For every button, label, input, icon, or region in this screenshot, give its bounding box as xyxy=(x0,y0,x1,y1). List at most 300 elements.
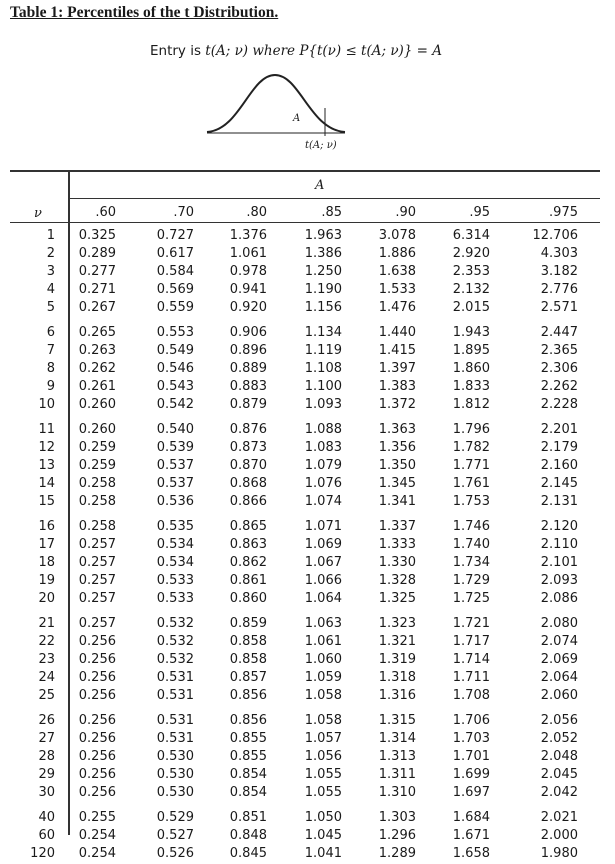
table-cell: 0.530 xyxy=(156,785,194,801)
table-row xyxy=(0,361,600,379)
table-cell: 1.440 xyxy=(378,325,416,340)
table-cell: 1.190 xyxy=(304,282,342,298)
table-row xyxy=(0,591,600,609)
table-cell: 0.539 xyxy=(156,440,194,456)
table-cell: 0.533 xyxy=(156,573,194,589)
table-row xyxy=(0,282,600,300)
row-nu: 27 xyxy=(38,731,55,747)
table-cell: 12.706 xyxy=(532,228,578,243)
table-cell: 0.261 xyxy=(78,379,116,395)
table-cell: 1.886 xyxy=(378,246,416,262)
table-cell: 0.941 xyxy=(229,282,267,298)
table-cell: 1.725 xyxy=(452,591,490,607)
table-cell: 1.063 xyxy=(304,616,342,631)
table-cell: 0.256 xyxy=(78,670,116,686)
table-row xyxy=(0,616,600,634)
table-cell: 1.415 xyxy=(378,343,416,359)
table-cell: 0.257 xyxy=(78,537,116,553)
table-cell: 1.066 xyxy=(304,573,342,589)
table-row xyxy=(0,670,600,688)
table-cell: 1.350 xyxy=(378,458,416,474)
table-cell: 1.782 xyxy=(452,440,490,456)
table-cell: 0.534 xyxy=(156,555,194,571)
table-cell: 2.131 xyxy=(540,494,578,510)
table-cell: 0.532 xyxy=(156,652,194,668)
table-cell: 2.042 xyxy=(540,785,578,801)
table-cell: 0.542 xyxy=(156,397,194,413)
table-cell: 0.531 xyxy=(156,713,194,728)
table-cell: 0.262 xyxy=(78,361,116,377)
table-cell: 1.376 xyxy=(229,228,267,243)
table-cell: 1.697 xyxy=(452,785,490,801)
table-cell: 0.265 xyxy=(78,325,116,340)
table-cell: 1.064 xyxy=(304,591,342,607)
table-cell: 0.865 xyxy=(229,519,267,534)
table-cell: 0.277 xyxy=(78,264,116,280)
table-cell: 0.256 xyxy=(78,634,116,650)
table-cell: 0.866 xyxy=(229,494,267,510)
row-nu: 16 xyxy=(38,519,55,534)
row-nu: 9 xyxy=(46,379,55,395)
density-curve xyxy=(207,75,345,132)
table-cell: 0.859 xyxy=(229,616,267,631)
table-cell: 1.289 xyxy=(378,846,416,862)
table-cell: 0.883 xyxy=(229,379,267,395)
table-cell: 0.289 xyxy=(78,246,116,262)
table-cell: 1.156 xyxy=(304,300,342,316)
table-cell: 0.529 xyxy=(156,810,194,825)
table-cell: 1.100 xyxy=(304,379,342,395)
table-cell: 0.553 xyxy=(156,325,194,340)
table-cell: 0.530 xyxy=(156,749,194,765)
table-cell: 1.055 xyxy=(304,767,342,783)
table-cell: 2.920 xyxy=(452,246,490,262)
a-header: A xyxy=(315,178,325,193)
row-nu: 4 xyxy=(46,282,55,298)
table-cell: 1.356 xyxy=(378,440,416,456)
table-cell: 2.228 xyxy=(540,397,578,413)
table-cell: 0.534 xyxy=(156,537,194,553)
column-header-rule xyxy=(10,222,600,223)
table-cell: 0.860 xyxy=(229,591,267,607)
table-cell: 1.684 xyxy=(452,810,490,825)
table-cell: 1.315 xyxy=(378,713,416,728)
table-cell: 1.812 xyxy=(452,397,490,413)
table-row xyxy=(0,713,600,731)
table-cell: 1.311 xyxy=(378,767,416,783)
table-cell: 1.397 xyxy=(378,361,416,377)
table-cell: 1.746 xyxy=(452,519,490,534)
table-cell: 3.078 xyxy=(378,228,416,243)
table-cell: 0.271 xyxy=(78,282,116,298)
table-cell: 2.080 xyxy=(540,616,578,631)
table-cell: 0.256 xyxy=(78,713,116,728)
table-cell: 0.851 xyxy=(229,810,267,825)
table-row xyxy=(0,325,600,343)
table-cell: 0.858 xyxy=(229,634,267,650)
table-cell: 1.658 xyxy=(452,846,490,862)
table-row xyxy=(0,494,600,512)
row-nu: 5 xyxy=(46,300,55,316)
table-cell: 1.318 xyxy=(378,670,416,686)
table-cell: 0.889 xyxy=(229,361,267,377)
table-cell: 1.314 xyxy=(378,731,416,747)
table-cell: 1.061 xyxy=(229,246,267,262)
table-cell: 1.119 xyxy=(304,343,342,359)
row-nu: 8 xyxy=(46,361,55,377)
table-cell: 2.132 xyxy=(452,282,490,298)
table-cell: 1.093 xyxy=(304,397,342,413)
table-row xyxy=(0,300,600,318)
table-title: Table 1: Percentiles of the t Distribution. xyxy=(10,4,279,21)
table-cell: 1.061 xyxy=(304,634,342,650)
row-nu: 26 xyxy=(38,713,55,728)
table-cell: 0.258 xyxy=(78,519,116,534)
column-header: .90 xyxy=(395,205,416,220)
table-cell: 0.873 xyxy=(229,440,267,456)
table-cell: 2.101 xyxy=(540,555,578,571)
row-nu: 13 xyxy=(38,458,55,474)
table-cell: 1.860 xyxy=(452,361,490,377)
table-cell: 4.303 xyxy=(540,246,578,262)
entry-prefix: Entry is xyxy=(150,43,206,59)
table-cell: 0.255 xyxy=(78,810,116,825)
table-cell: 2.060 xyxy=(540,688,578,704)
table-row xyxy=(0,228,600,246)
table-cell: 0.256 xyxy=(78,731,116,747)
table-cell: 1.250 xyxy=(304,264,342,280)
table-cell: 2.056 xyxy=(540,713,578,728)
table-cell: 1.708 xyxy=(452,688,490,704)
table-cell: 1.363 xyxy=(378,422,416,437)
row-nu: 23 xyxy=(38,652,55,668)
table-cell: 1.319 xyxy=(378,652,416,668)
table-cell: 1.057 xyxy=(304,731,342,747)
table-cell: 2.021 xyxy=(540,810,578,825)
table-cell: 1.313 xyxy=(378,749,416,765)
table-cell: 2.306 xyxy=(540,361,578,377)
row-nu: 10 xyxy=(38,397,55,413)
column-header: .85 xyxy=(321,205,342,220)
table-cell: 1.041 xyxy=(304,846,342,862)
table-cell: 2.179 xyxy=(540,440,578,456)
column-header: .80 xyxy=(246,205,267,220)
table-cell: 0.896 xyxy=(229,343,267,359)
table-cell: 1.701 xyxy=(452,749,490,765)
table-cell: 0.920 xyxy=(229,300,267,316)
table-cell: 0.537 xyxy=(156,476,194,492)
table-cell: 0.540 xyxy=(156,422,194,437)
table-row xyxy=(0,343,600,361)
table-cell: 0.532 xyxy=(156,634,194,650)
table-cell: 0.267 xyxy=(78,300,116,316)
table-cell: 0.258 xyxy=(78,476,116,492)
table-cell: 0.617 xyxy=(156,246,194,262)
table-cell: 0.526 xyxy=(156,846,194,862)
table-cell: 2.160 xyxy=(540,458,578,474)
table-row xyxy=(0,767,600,785)
column-header: .60 xyxy=(95,205,116,220)
table-cell: 0.254 xyxy=(78,846,116,862)
table-cell: 0.845 xyxy=(229,846,267,862)
table-cell: 2.048 xyxy=(540,749,578,765)
table-row xyxy=(0,652,600,670)
curve-area-label: A xyxy=(293,113,301,124)
table-cell: 1.943 xyxy=(452,325,490,340)
table-cell: 0.536 xyxy=(156,494,194,510)
table-cell: 0.876 xyxy=(229,422,267,437)
table-cell: 0.254 xyxy=(78,828,116,844)
table-cell: 0.584 xyxy=(156,264,194,280)
curve-axis-label: t(A; ν) xyxy=(305,140,337,151)
row-nu: 25 xyxy=(38,688,55,704)
table-cell: 1.717 xyxy=(452,634,490,650)
table-cell: 1.045 xyxy=(304,828,342,844)
table-cell: 0.879 xyxy=(229,397,267,413)
table-cell: 1.325 xyxy=(378,591,416,607)
table-cell: 0.256 xyxy=(78,785,116,801)
table-row xyxy=(0,397,600,415)
table-cell: 2.365 xyxy=(540,343,578,359)
table-cell: 1.761 xyxy=(452,476,490,492)
table-cell: 1.833 xyxy=(452,379,490,395)
table-cell: 1.671 xyxy=(452,828,490,844)
table-cell: 1.071 xyxy=(304,519,342,534)
table-row xyxy=(0,731,600,749)
table-cell: 2.447 xyxy=(540,325,578,340)
table-cell: 1.056 xyxy=(304,749,342,765)
row-nu: 1 xyxy=(46,228,55,243)
table-cell: 0.531 xyxy=(156,670,194,686)
row-nu: 7 xyxy=(46,343,55,359)
table-row xyxy=(0,246,600,264)
table-cell: 1.088 xyxy=(304,422,342,437)
table-cell: 2.262 xyxy=(540,379,578,395)
table-row xyxy=(0,379,600,397)
table-row xyxy=(0,810,600,828)
table-cell: 0.546 xyxy=(156,361,194,377)
table-cell: 2.064 xyxy=(540,670,578,686)
row-nu: 6 xyxy=(46,325,55,340)
table-cell: 1.083 xyxy=(304,440,342,456)
table-cell: 2.052 xyxy=(540,731,578,747)
table-cell: 1.372 xyxy=(378,397,416,413)
table-cell: 0.559 xyxy=(156,300,194,316)
table-row xyxy=(0,688,600,706)
table-cell: 1.476 xyxy=(378,300,416,316)
table-cell: 1.895 xyxy=(452,343,490,359)
table-row xyxy=(0,476,600,494)
table-cell: 1.771 xyxy=(452,458,490,474)
table-cell: 0.263 xyxy=(78,343,116,359)
nu-header: ν xyxy=(34,206,42,221)
table-cell: 1.753 xyxy=(452,494,490,510)
table-cell: 0.530 xyxy=(156,767,194,783)
table-cell: 1.058 xyxy=(304,688,342,704)
table-cell: 1.734 xyxy=(452,555,490,571)
table-cell: 0.854 xyxy=(229,767,267,783)
table-cell: 1.740 xyxy=(452,537,490,553)
row-nu: 120 xyxy=(30,846,55,862)
table-cell: 1.316 xyxy=(378,688,416,704)
table-cell: 1.050 xyxy=(304,810,342,825)
table-cell: 1.706 xyxy=(452,713,490,728)
table-row xyxy=(0,422,600,440)
table-cell: 0.856 xyxy=(229,688,267,704)
table-cell: 0.543 xyxy=(156,379,194,395)
row-nu: 21 xyxy=(38,616,55,631)
table-cell: 6.314 xyxy=(452,228,490,243)
table-cell: 1.963 xyxy=(304,228,342,243)
table-cell: 2.069 xyxy=(540,652,578,668)
table-row xyxy=(0,555,600,573)
table-cell: 2.571 xyxy=(540,300,578,316)
table-cell: 0.258 xyxy=(78,494,116,510)
table-cell: 2.201 xyxy=(540,422,578,437)
column-header: .975 xyxy=(549,205,578,220)
table-cell: 1.310 xyxy=(378,785,416,801)
table-cell: 0.257 xyxy=(78,555,116,571)
table-cell: 1.067 xyxy=(304,555,342,571)
table-cell: 0.858 xyxy=(229,652,267,668)
table-cell: 0.531 xyxy=(156,731,194,747)
table-cell: 2.015 xyxy=(452,300,490,316)
row-nu: 40 xyxy=(38,810,55,825)
table-cell: 1.383 xyxy=(378,379,416,395)
row-nu: 29 xyxy=(38,767,55,783)
table-cell: 0.862 xyxy=(229,555,267,571)
table-cell: 0.260 xyxy=(78,397,116,413)
table-cell: 1.699 xyxy=(452,767,490,783)
table-cell: 0.533 xyxy=(156,591,194,607)
table-cell: 1.134 xyxy=(304,325,342,340)
table-cell: 0.257 xyxy=(78,573,116,589)
table-cell: 1.321 xyxy=(378,634,416,650)
column-header: .95 xyxy=(469,205,490,220)
row-nu: 20 xyxy=(38,591,55,607)
table-cell: 3.182 xyxy=(540,264,578,280)
table-cell: 0.856 xyxy=(229,713,267,728)
table-cell: 0.256 xyxy=(78,767,116,783)
table-cell: 0.259 xyxy=(78,440,116,456)
table-cell: 0.861 xyxy=(229,573,267,589)
table-cell: 1.386 xyxy=(304,246,342,262)
entry-expression: t(A; ν) where P{t(ν) ≤ t(A; ν)} = A xyxy=(205,43,443,59)
table-cell: 0.535 xyxy=(156,519,194,534)
table-cell: 1.796 xyxy=(452,422,490,437)
row-nu: 15 xyxy=(38,494,55,510)
table-cell: 2.776 xyxy=(540,282,578,298)
row-nu: 24 xyxy=(38,670,55,686)
table-cell: 0.868 xyxy=(229,476,267,492)
table-row xyxy=(0,440,600,458)
row-nu: 22 xyxy=(38,634,55,650)
table-cell: 0.259 xyxy=(78,458,116,474)
column-header: .70 xyxy=(173,205,194,220)
table-cell: 2.120 xyxy=(540,519,578,534)
table-cell: 1.303 xyxy=(378,810,416,825)
table-cell: 1.055 xyxy=(304,785,342,801)
top-rule xyxy=(10,170,600,172)
table-cell: 0.854 xyxy=(229,785,267,801)
table-cell: 2.000 xyxy=(540,828,578,844)
table-cell: 2.110 xyxy=(540,537,578,553)
table-cell: 0.531 xyxy=(156,688,194,704)
table-row xyxy=(0,828,600,846)
table-cell: 0.857 xyxy=(229,670,267,686)
row-nu: 60 xyxy=(38,828,55,844)
row-nu: 30 xyxy=(38,785,55,801)
table-cell: 0.870 xyxy=(229,458,267,474)
table-row xyxy=(0,458,600,476)
table-cell: 1.108 xyxy=(304,361,342,377)
table-cell: 1.069 xyxy=(304,537,342,553)
table-cell: 0.848 xyxy=(229,828,267,844)
table-cell: 1.341 xyxy=(378,494,416,510)
table-cell: 2.145 xyxy=(540,476,578,492)
table-row xyxy=(0,846,600,864)
table-cell: 1.333 xyxy=(378,537,416,553)
table-cell: 0.863 xyxy=(229,537,267,553)
row-nu: 3 xyxy=(46,264,55,280)
table-cell: 1.330 xyxy=(378,555,416,571)
table-cell: 1.345 xyxy=(378,476,416,492)
table-cell: 0.257 xyxy=(78,591,116,607)
table-cell: 1.074 xyxy=(304,494,342,510)
table-cell: 1.076 xyxy=(304,476,342,492)
table-cell: 2.093 xyxy=(540,573,578,589)
row-nu: 18 xyxy=(38,555,55,571)
table-cell: 1.328 xyxy=(378,573,416,589)
table-cell: 1.337 xyxy=(378,519,416,534)
table-cell: 1.059 xyxy=(304,670,342,686)
table-row xyxy=(0,537,600,555)
table-cell: 1.323 xyxy=(378,616,416,631)
table-cell: 1.079 xyxy=(304,458,342,474)
header-rule xyxy=(68,198,600,199)
density-curve-figure xyxy=(195,70,355,140)
row-nu: 14 xyxy=(38,476,55,492)
row-nu: 2 xyxy=(46,246,55,262)
table-cell: 1.721 xyxy=(452,616,490,631)
row-nu: 12 xyxy=(38,440,55,456)
table-cell: 0.257 xyxy=(78,616,116,631)
entry-description xyxy=(150,43,442,59)
table-cell: 0.549 xyxy=(156,343,194,359)
table-row xyxy=(0,785,600,803)
table-cell: 1.638 xyxy=(378,264,416,280)
table-cell: 0.256 xyxy=(78,688,116,704)
table-row xyxy=(0,519,600,537)
table-cell: 0.256 xyxy=(78,749,116,765)
table-cell: 0.256 xyxy=(78,652,116,668)
table-cell: 0.978 xyxy=(229,264,267,280)
table-cell: 0.855 xyxy=(229,731,267,747)
table-row xyxy=(0,573,600,591)
row-nu: 19 xyxy=(38,573,55,589)
table-row xyxy=(0,749,600,767)
table-cell: 0.532 xyxy=(156,616,194,631)
table-cell: 0.260 xyxy=(78,422,116,437)
table-cell: 2.074 xyxy=(540,634,578,650)
row-nu: 28 xyxy=(38,749,55,765)
table-cell: 1.296 xyxy=(378,828,416,844)
table-cell: 1.980 xyxy=(540,846,578,862)
table-cell: 0.855 xyxy=(229,749,267,765)
table-cell: 1.714 xyxy=(452,652,490,668)
table-cell: 1.058 xyxy=(304,713,342,728)
table-cell: 2.353 xyxy=(452,264,490,280)
